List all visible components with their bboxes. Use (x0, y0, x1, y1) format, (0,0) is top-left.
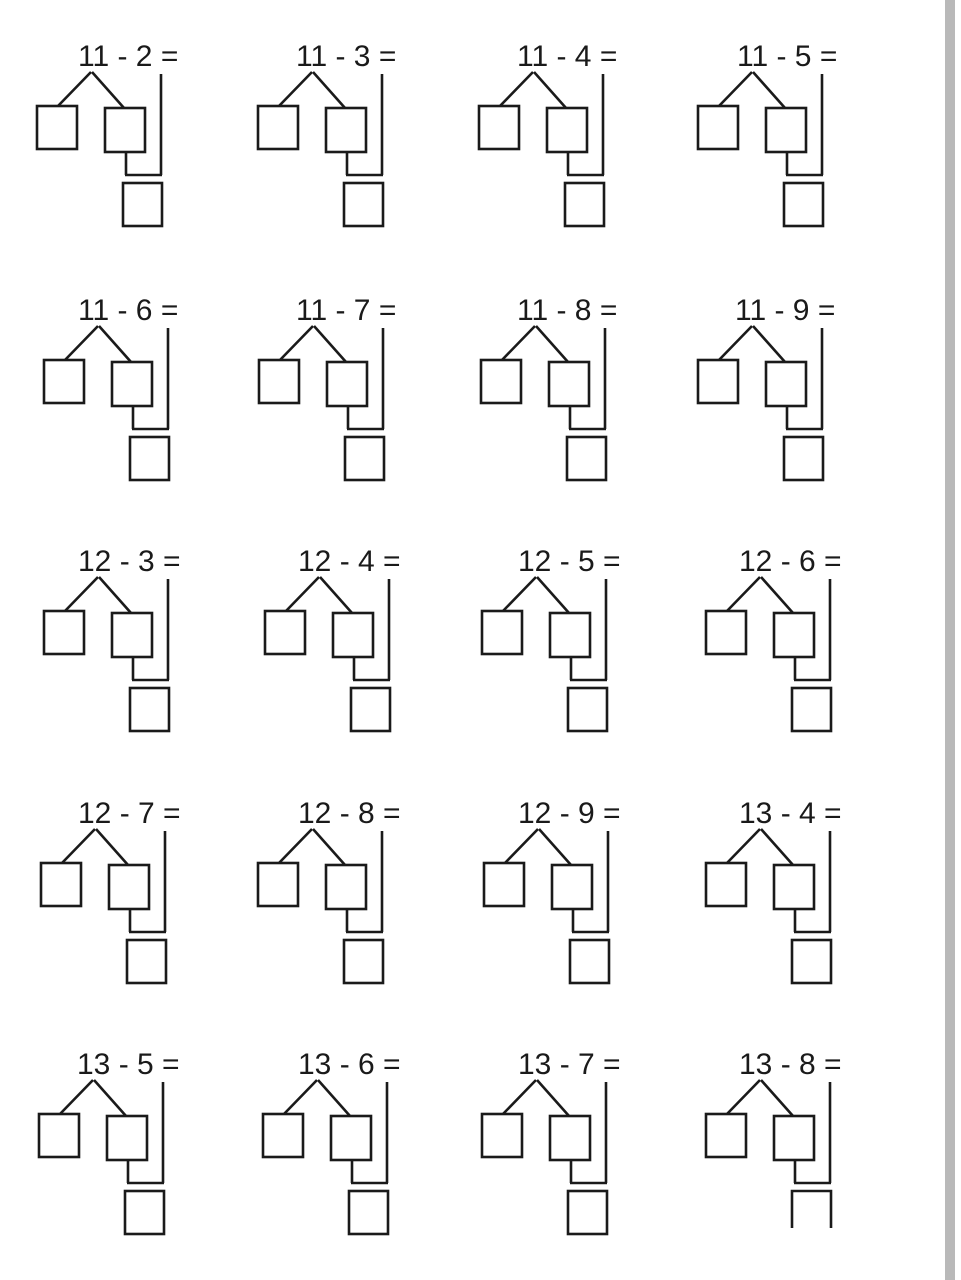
answer-box[interactable] (127, 940, 166, 983)
problem-cell (39, 1048, 180, 1234)
number-bond-diagram (44, 577, 169, 680)
number-bond-diagram (706, 829, 831, 932)
problem-cell (41, 797, 181, 983)
number-bond-diagram (258, 829, 383, 932)
equation: 13 - 7 = (518, 1048, 621, 1081)
answer-box[interactable] (792, 688, 831, 731)
equation: 12 - 8 = (298, 797, 401, 830)
number-bond-diagram (482, 577, 607, 680)
problem-cell (706, 797, 842, 983)
answer-box[interactable] (567, 437, 606, 480)
answer-box[interactable] (130, 688, 169, 731)
answer-box-partial[interactable] (792, 1191, 831, 1228)
equation: 12 - 5 = (518, 545, 621, 578)
answer-box[interactable] (344, 940, 383, 983)
number-bond-diagram (698, 326, 823, 429)
problem-cell (259, 294, 396, 480)
number-bond-diagram (706, 1080, 831, 1183)
problem-cell (706, 545, 842, 731)
equation: 11 - 7 = (296, 294, 397, 327)
answer-box[interactable] (345, 437, 384, 480)
problem-cell (263, 1048, 401, 1234)
number-bond-diagram (44, 326, 169, 429)
problem-cell (265, 545, 401, 731)
answer-box[interactable] (784, 437, 823, 480)
problem-cell (479, 40, 617, 226)
problem-cell (258, 797, 401, 983)
answer-box[interactable] (344, 183, 383, 226)
problem-cell (258, 40, 396, 226)
problem-cell (44, 545, 181, 731)
equation: 12 - 7 = (78, 797, 181, 830)
number-bond-diagram (265, 577, 390, 680)
equation: 13 - 4 = (739, 797, 842, 830)
answer-box[interactable] (570, 940, 609, 983)
equation: 11 - 2 = (78, 40, 179, 73)
answer-box[interactable] (125, 1191, 164, 1234)
answer-box[interactable] (351, 688, 390, 731)
number-bond-diagram (39, 1080, 164, 1183)
number-bond-diagram (41, 829, 166, 932)
equation: 11 - 6 = (78, 294, 179, 327)
answer-box[interactable] (784, 183, 823, 226)
problem-cell (482, 1048, 621, 1234)
answer-box[interactable] (568, 688, 607, 731)
scrollbar[interactable] (945, 0, 955, 1280)
number-bond-diagram (479, 72, 604, 175)
number-bond-diagram (706, 577, 831, 680)
problem-cell (484, 797, 621, 983)
equation: 11 - 8 = (517, 294, 618, 327)
number-bond-diagram (37, 72, 162, 175)
equation: 12 - 6 = (739, 545, 842, 578)
problem-cell (482, 545, 621, 731)
answer-box[interactable] (568, 1191, 607, 1234)
problem-cell (698, 40, 837, 226)
answer-box[interactable] (123, 183, 162, 226)
number-bond-diagram (263, 1080, 388, 1183)
answer-box[interactable] (565, 183, 604, 226)
problem-cell (37, 40, 178, 226)
answer-box[interactable] (792, 940, 831, 983)
problem-cell (44, 294, 178, 480)
number-bond-diagram (481, 326, 606, 429)
equation: 12 - 9 = (518, 797, 621, 830)
window-edge (955, 0, 961, 1280)
number-bond-diagram (698, 72, 823, 175)
equation: 13 - 6 = (298, 1048, 401, 1081)
equation: 12 - 4 = (298, 545, 401, 578)
equation: 11 - 9 = (735, 294, 836, 327)
equation: 13 - 8 = (739, 1048, 842, 1081)
equation: 11 - 4 = (517, 40, 618, 73)
problem-cell (706, 1048, 842, 1228)
equation: 12 - 3 = (78, 545, 181, 578)
number-bond-diagram (482, 1080, 607, 1183)
number-bond-diagram (258, 72, 383, 175)
number-bond-diagram (259, 326, 384, 429)
number-bond-diagram (484, 829, 609, 932)
answer-box[interactable] (130, 437, 169, 480)
problem-cell (481, 294, 617, 480)
answer-box[interactable] (349, 1191, 388, 1234)
equation: 11 - 3 = (296, 40, 397, 73)
problem-cell (698, 294, 835, 480)
equation: 13 - 5 = (77, 1048, 180, 1081)
equation: 11 - 5 = (737, 40, 838, 73)
